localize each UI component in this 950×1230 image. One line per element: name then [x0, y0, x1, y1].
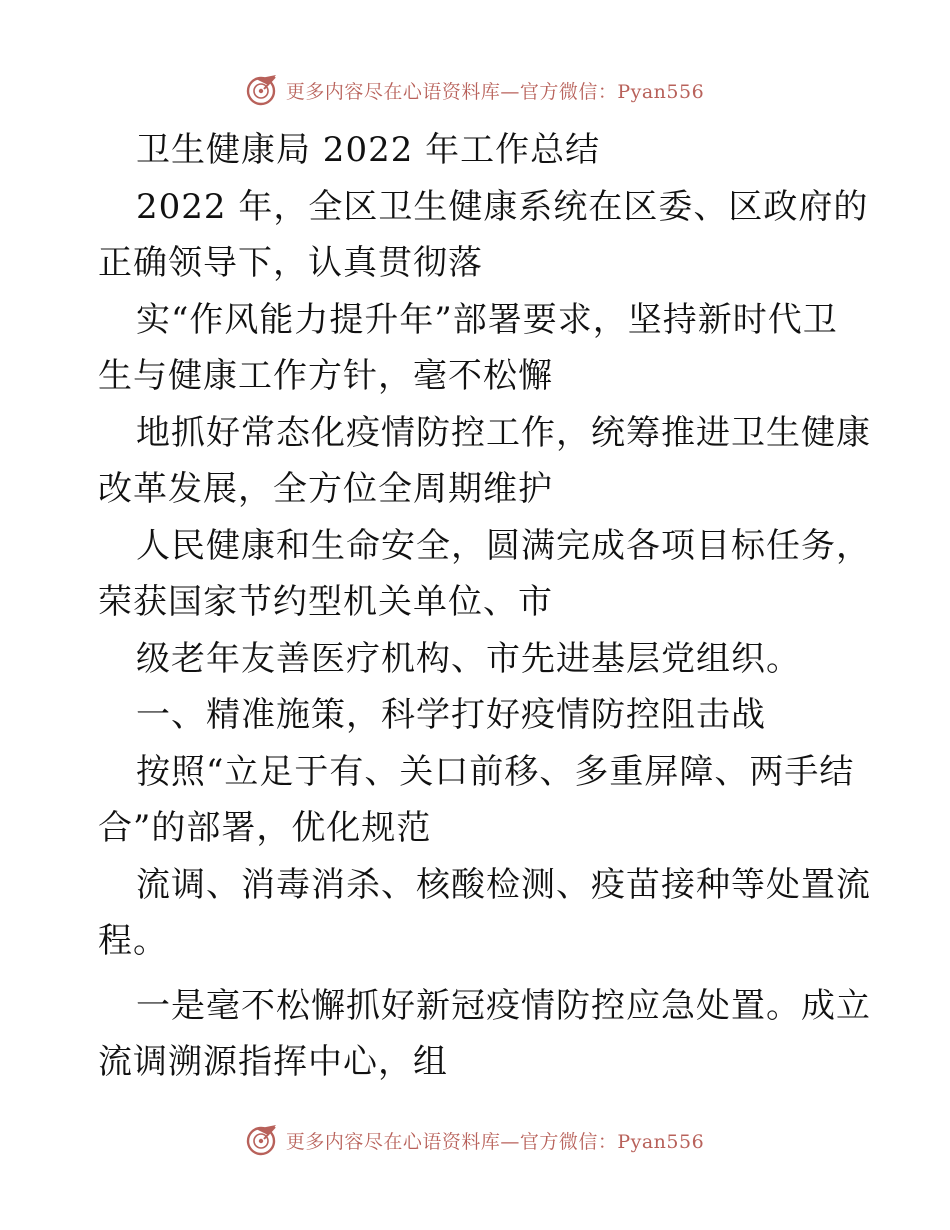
text-line: 生与健康工作方针，毫不松懈 — [98, 356, 553, 396]
header-watermark — [0, 70, 950, 110]
text-line: 流调溯源指挥中心，组 — [98, 1042, 448, 1082]
text-line: 改革发展，全方位全周期维护 — [98, 469, 553, 509]
text-line: 实“作风能力提升年”部署要求，坚持新时代卫 — [136, 299, 838, 340]
text-line: 合”的部署，优化规范 — [98, 808, 432, 848]
text-line: 程。 — [98, 921, 168, 961]
text-line: 流调、消毒消杀、核酸检测、疫苗接种等处置流 — [136, 864, 871, 905]
watermark-text: 更多内容尽在心语资料库—官方微信：Pyan556 — [285, 80, 705, 103]
text-line: 按照“立足于有、关口前移、多重屏障、两手结 — [136, 751, 855, 792]
watermark-text: 更多内容尽在心语资料库—官方微信：Pyan556 — [285, 1130, 705, 1153]
document-body — [98, 122, 871, 1091]
text-line: 人民健康和生命安全，圆满完成各项目标任务， — [136, 525, 871, 566]
text-line: 荣获国家节约型机关单位、市 — [98, 582, 553, 622]
text-line: 正确领导下，认真贯彻落 — [98, 243, 483, 283]
footer-watermark — [0, 1120, 950, 1160]
text-line: 一是毫不松懈抓好新冠疫情防控应急处置。成立 — [136, 985, 871, 1026]
text-line: 2022 年，全区卫生健康系统在区委、区政府的 — [136, 186, 869, 227]
watermark-logo-icon — [246, 73, 280, 107]
watermark-logo-icon — [246, 1123, 280, 1157]
text-line: 级老年友善医疗机构、市先进基层党组织。 — [136, 638, 801, 679]
document-title: 卫生健康局 2022 年工作总结 — [136, 130, 601, 170]
text-line: 一、精准施策，科学打好疫情防控阻击战 — [136, 695, 766, 735]
text-line: 地抓好常态化疫情防控工作，统筹推进卫生健康 — [136, 412, 871, 453]
